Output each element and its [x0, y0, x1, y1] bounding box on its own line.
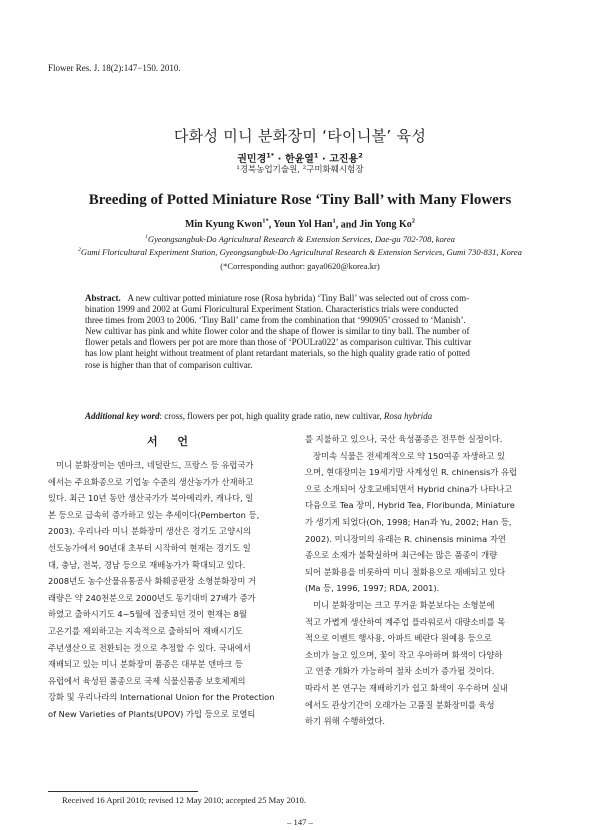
text-line: 미니 분화장미는 크고 무거운 화분보다는 소형분에: [313, 599, 495, 610]
text-line: 적고 가볍게 생산하여 계주업 플라워로서 대량소비를 목: [305, 616, 506, 627]
text-line: 미니 분화장미는 덴마크, 네덜란드, 프랑스 등 유럽국가: [56, 460, 254, 470]
section-heading-introduction: 서 언: [146, 435, 197, 448]
text-line: 하였고 출하시기도 4~5월에 집중되던 것이 현재는 8월: [48, 609, 247, 620]
text-line: 2002). 미니장미의 유래는 R. chinensis minima 자연: [305, 533, 506, 544]
korean-authors: 권민경$^{1*}$ · 한윤열$^1$ · 고진용$^2$: [237, 151, 363, 165]
text-line: 으며, 현대장미는 19세기말 사계성인 R. chinensis가 유럽: [305, 467, 518, 478]
text-line: 강화 및 우리나라의 International Union for the Protection: [48, 692, 275, 703]
text-line: 재배되고 있는 미니 분화장미 품종은 대부분 덴마크 등: [48, 659, 243, 670]
korean-author-2: 한윤열$^1$: [284, 151, 319, 165]
text-line: 하기 위해 수행하였다.: [305, 716, 386, 727]
english-author-1: Min Kyung Kwon$^{1*}$: [184, 218, 269, 231]
english-author-3: Jin Yong Ko$^2$: [359, 218, 416, 231]
received-dates: Received 16 April 2010; revised 12 May 2010; accepted 25 May 2010.: [62, 795, 306, 805]
corresponding-author: (*Corresponding author: gaya0620@korea.kr): [220, 261, 380, 271]
korean-title: 다화성 미니 분화장미 ‘타이니볼’ 육성: [173, 127, 427, 145]
text-line: 장미속 식물은 전세계적으로 약 150여종 자생하고 있: [313, 450, 505, 461]
abstract: [85, 293, 517, 371]
text-line: 에서는 주요화종으로 기업농 수준의 생산농가가 산재하고: [48, 476, 254, 487]
text-line: 고 연중 개화가 가능하여 점차 소비가 증가될 것이다.: [305, 666, 495, 677]
left-column: [48, 457, 295, 723]
text-line: of New Varieties of Plants(UPOV) 가입 등으로 로열티: [48, 708, 256, 719]
text-line: 에서도 관상기간이 오래가는 고품질 분화장미를 육성: [305, 699, 495, 710]
text-line: 다음으로 Tea 장미, Hybrid Tea, Floribunda, Miniature: [305, 500, 515, 511]
text-line: 대, 충남, 전북, 경남 등으로 재배농가가 확대되고 있다.: [48, 559, 246, 570]
text-line: 소비가 늘고 있으며, 꽃이 작고 우아하며 화색이 다양하: [305, 649, 503, 660]
text-line: 본 등으로 급속히 증가하고 있는 추세이다(Pemberton 등,: [48, 509, 260, 520]
english-title: Breeding of Potted Miniature Rose ‘Tiny Ball’ with Many Flowers: [88, 192, 512, 208]
right-column: [305, 431, 552, 730]
text-line: 가 생기게 되었다(Oh, 1998; Han과 Yu, 2002; Han 등,: [305, 516, 512, 527]
abstract-line: New cultivar has pink and white flower color and the shape of flower is similar to tiny ball. The number of: [85, 326, 470, 337]
korean-affiliation: ¹경북농업기술원, ²구미화훼시험장: [236, 165, 364, 175]
korean-author-3: 고진용$^2$: [329, 151, 363, 165]
abstract-line: Abstract. A new cultivar potted miniature rose (Rosa hybrida) ‘Tiny Ball’ was selected out of cross com-: [85, 293, 470, 303]
abstract-line: has low plant height without treatment of plant retardant materials, so the high quality grade ratio of potted: [85, 348, 470, 359]
abstract-line: flower petals and flowers per pot are more than those of ‘POULra022’ as comparison cultivar. This cultivar: [85, 337, 472, 348]
text-line: 2003). 우리나라 미니 분화장미 생산은 경기도 고양시의: [48, 526, 252, 537]
text-line: 종으로 소재가 불확실하며 최근에는 많은 품종이 개량: [305, 550, 498, 561]
journal-reference: Flower Res. J. 18(2):147−150. 2010.: [48, 63, 181, 73]
text-line: 2008년도 농수산물유통공사 화훼공판장 소형분화장미 거: [48, 576, 256, 587]
text-line: 를 지불하고 있으나, 국산 육성품종은 전무한 실정이다.: [305, 434, 503, 444]
text-line: 으로 소개되어 상호교배되면서 Hybrid china가 나타나고: [305, 483, 513, 494]
text-line: 유럽에서 육성된 품종으로 국제 식물신품종 보호체제의: [48, 675, 246, 686]
abstract-line: three times from 2003 to 2006. ‘Tiny Ball’ came from the combination that ‘990905’ crossed to ‘Manish’.: [85, 315, 466, 326]
footnote-rule: [48, 791, 198, 792]
abstract-line: rose is higher than that of comparison cultivar.: [85, 359, 253, 370]
text-line: 선도농가에서 90년대 초부터 시작하여 현재는 경기도 일: [48, 542, 251, 553]
abstract-line: bination 1999 and 2002 at Gumi Floricultural Experiment Station. Characteristics trials were conducted: [85, 304, 459, 315]
english-affiliation-2: $^2$Gumi Floricultural Experiment Station, Gyeongsangbuk-Do Agricultural Research & Extension Services, Gumi 730-831, Korea: [78, 247, 522, 257]
keywords-label: Additional key word: [85, 411, 160, 421]
text-line: 따라서 본 연구는 재배하기가 쉽고 화색이 우수하며 실내: [305, 682, 508, 693]
text-line: 래량은 약 240천분으로 2000년도 동기대비 27배가 증가: [48, 592, 256, 603]
abstract-label: Abstract.: [85, 293, 121, 303]
korean-author-1: 권민경$^{1*}$: [237, 151, 275, 165]
text-line: 있다. 최근 10년 동안 생산국가가 북아메리카, 캐나다, 일: [48, 493, 254, 504]
keywords: Additional key word: cross, flowers per pot, high quality grade ratio, new cultivar, Rosa hybrida: [85, 411, 433, 421]
text-line: (Ma 등, 1996, 1997; RDA, 2001).: [305, 583, 440, 594]
text-line: 되어 분화용을 비롯하여 미니 절화용으로 재배되고 있다: [305, 566, 506, 577]
english-authors: Min Kyung Kwon$^{1*}$, Youn Yol Han$^1$, and Jin Yong Ko$^2$: [184, 218, 416, 231]
text-line: 고온기를 제외하고는 지속적으로 출하되어 재배시기도: [48, 625, 243, 636]
page-number: – 147 –: [287, 817, 313, 827]
english-author-2: Youn Yol Han$^1$: [273, 218, 336, 231]
text-line: 적으로 이벤트 행사용, 아파트 베란다 원예용 등으로: [305, 633, 492, 644]
english-affiliation-1: $^1$Gyeongsangbuk-Do Agricultural Research & Extension Services, Dae-gu 702-708, korea: [145, 234, 455, 244]
text-line: 주년생산으로 전환되는 것으로 추정할 수 있다. 국내에서: [48, 642, 251, 653]
